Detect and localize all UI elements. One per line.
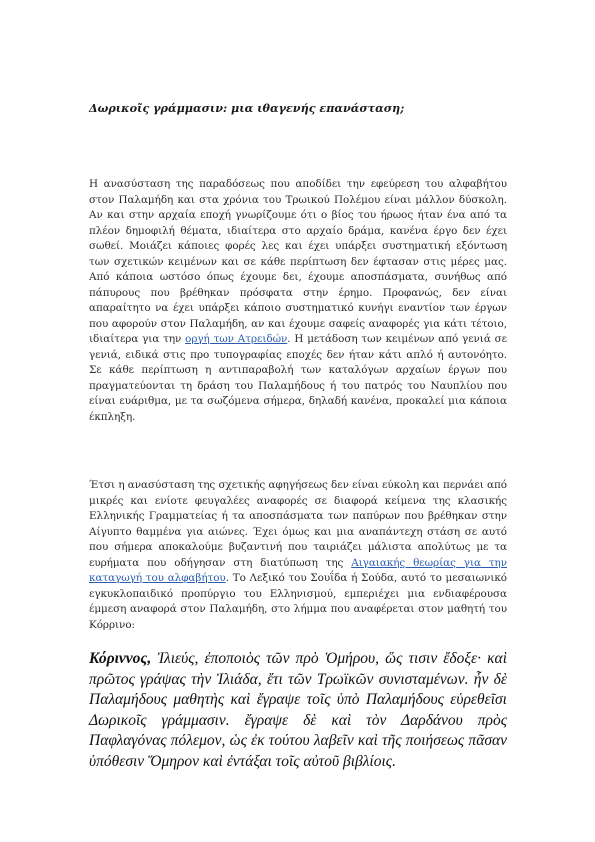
quote-lemma: Κόριννος, <box>89 650 152 667</box>
paragraph-2 <box>89 478 507 633</box>
paragraph-2-text-after-link: . Το Λεξικό του Σουΐδα ή Σούδα, αυτό το μεσαιωνικό εγκυκλοπαιδικό προπύργιο του Ελληνισμού, εμπεριέχει μια ενδιαφέρουσα έμμεση αναφορά στον Παλαμήδη, στο λήμμα που αναφέρεται στον μαθητή του Κόρρινο: <box>89 572 507 631</box>
paragraph-2-text-before-link: Έτσι η ανασύσταση της σχετικής αφηγήσεως δεν είναι εύκολη και περνάει από μικρές και ενίοτε φευγαλέες αναφορές σε διαφορά κείμενα της κλασικής Ελληνικής Γραμματείας ή τα αποσπάσματα των παπύρων που βρέθηκαν στην Αίγυπτο θαμμένα για αιώνες. Έχει όμως και μια αναπάντεχη στάση σε αυτό που σήμερα αποκαλούμε βυζαντινή που ταιριάζει μάλιστα απολύτως με τα ευρήματα που οδήγησαν στη διατύπωση της <box>89 479 507 569</box>
document-title: Δωρικοῖς γράμμασιν: μια ιθαγενής επανάσταση; <box>89 101 405 115</box>
paragraph-1-text-after-link: . Η μετάδοση των κειμένων από γενιά σε γενιά, ειδικά στις προ τυπογραφίας εποχές δεν ήταν κάτι απλό ή αυτονόητο. Σε κάθε περίπτωση η αντιπαραβολή των καταλόγων αρχαίων έργων που πραγματεύονται τη δράση του Παλαμήδους ή του πατρός του Ναυπλίου που είναι ευάριθμα, με τα σωζόμενα σήμερα, δηλαδή κανένα, προκαλεί μια κάποια έκπληξη. <box>89 333 508 423</box>
link-aegean-alphabet-theory[interactable]: Αιγαιακής θεωρίας για την καταγωγή του αλφαβήτου <box>89 556 507 585</box>
link-atreidon-wrath[interactable]: οργή των Ατρειδών <box>185 333 288 346</box>
paragraph-1-text-before-link: Η ανασύσταση της παραδόσεως που αποδίδει την εφεύρεση του αλφαβήτου στον Παλαμήδη και στα χρόνια του Τρωικού Πολέμου είναι μάλλον δύσκολη. Αν και στην αρχαία εποχή γνωρίζουμε ότι ο βίος του ήρωος ήταν ένα από τα πλέον δημοφιλή θέματα, ιδιαίτερα στο αρχαίο δράμα, κανένα έργο δεν έχει σωθεί. Μοιάζει κάποιες φορές λες και έχει υπάρξει συστηματική εξόντωση των σχετικών κειμένων και σε κάθε περίπτωση δεν έφτασαν στις μέρες μας. Από κάποια ωστόσο όπως έχουμε δει, έχουμε αποσπάσματα, συνήθως από πάπυρους που βρέθηκαν πρόσφατα στην έρημο. Προφανώς, δεν είναι απαραίτητο να έχει υπάρξει κάποιο συστηματικό κυνήγι εναντίον των έργων που αφορούν στον Παλαμήδη, αν και έχουμε σαφείς αναφορές για κάτι τέτοιο, ιδιαίτερα για την <box>89 178 507 346</box>
quote-text: Ἰλιεύς, ἐποποιὸς τῶν πρὸ Ὁμήρου, ὥς τισιν ἔδοξε· καὶ πρῶτος γράψας τὴν Ἰλιάδα, ἔτι τῶν Τρωϊκῶν συνισταμένων. ἦν δὲ Παλαμήδους μαθητὴς καὶ ἔγραψε τοῖς ὑπὸ Παλαμήδους εὑρεθεῖσι Δωρικοῖς γράμμασιν. ἔγραψε δὲ καὶ τὸν Δαρδάνου πρὸς Παφλαγόνας πόλεμον, ὡς ἐκ τούτου λαβεῖν καὶ τῆς ποιήσεως πᾶσαν ὑπόθεσιν Ὅμηρον καὶ ἐντάξαι τοῖς αὐτοῦ βιβλίοις. <box>89 650 507 770</box>
suda-quote <box>89 649 507 773</box>
paragraph-1 <box>89 177 507 425</box>
